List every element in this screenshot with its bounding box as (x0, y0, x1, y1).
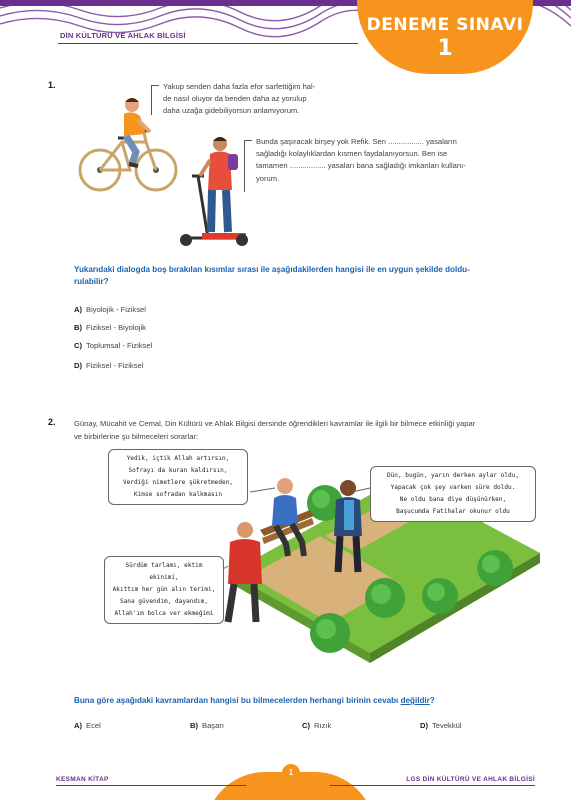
option-letter: C) (74, 341, 83, 350)
riddle-2-line: Başucumda Fatihalar okunur oldu (396, 508, 510, 515)
tree-icon (477, 550, 513, 586)
riddle-1-line: Verdiği nimetlere şükretmeden, (122, 479, 234, 486)
tree-icon (310, 613, 350, 653)
speech-bubble-2 (256, 136, 466, 185)
riddle-3-line: Allah'ım bolca ver ekmeğimi (114, 610, 214, 617)
riddle-2-line: Yapacak çok şey varken süre doldu. (390, 484, 516, 491)
speech-bubble-1 (163, 81, 315, 118)
question-2-option-c[interactable] (302, 721, 331, 730)
option-text: Toplumsal - Fiziksel (86, 341, 153, 350)
bubble-2-line: Bunda şaşıracak birşey yok Refik. Sen ................. yasaların (256, 137, 457, 146)
riddle-1-line: Yedik, içtik Allah artırsın, (126, 455, 230, 462)
footer-divider-right (330, 785, 535, 786)
riddle-3-line: Sürdüm tarlamı, ektim ekinimi, (125, 562, 203, 581)
page-number: 1 (282, 764, 300, 782)
footer-publisher: KESMAN KİTAP (56, 776, 109, 783)
option-letter: D) (74, 361, 83, 370)
exam-badge (357, 0, 533, 74)
bubble-1-line: daha uzağa gidebiliyorsun anlamıyorum. (163, 106, 300, 116)
option-text: Biyolojik - Fiziksel (86, 305, 146, 314)
bubble-2-line: sağladığı kolaylıklardan kısmen faydalanıyorsun. Ben ise (256, 149, 448, 159)
question-2-prompt-mark: ? (429, 696, 435, 705)
question-2-number: 2. (48, 417, 56, 427)
riddle-2-line: Ne oldu bana diye düşünürken, (399, 496, 507, 503)
exam-title: DENEME SINAVI (366, 15, 524, 35)
question-2-prompt-text: Buna göre aşağıdaki kavramlardan hangisi bu bilmecelerden herhangi birinin cevabı (74, 696, 401, 705)
riddle-bubble-3 (104, 556, 224, 624)
question-2-option-d[interactable] (420, 721, 462, 730)
riddle-2-line: Dün, bugün, yarın derken aylar oldu, (386, 472, 520, 479)
footer-subject: LGS DİN KÜLTÜRÜ VE AHLAK BİLGİSİ (406, 776, 535, 783)
question-1-prompt (74, 264, 544, 288)
bubble-2-line: tamamen ................. yasaları bana sağladığı imkanları kullanı- (256, 161, 466, 171)
header-divider (58, 43, 358, 44)
bubble-2-pointer (244, 140, 252, 192)
option-text: Fiziksel - Biyolojik (86, 323, 146, 332)
riddle-1-line: Sofrayı da kuran kaldırsın, (128, 467, 228, 474)
bubble-1-line: Yakup senden daha fazla efor sarfettiğim hal- (163, 82, 316, 91)
option-letter: B) (190, 721, 199, 730)
subject-header: DİN KÜLTÜRÜ VE AHLAK BİLGİSİ (60, 31, 186, 40)
riddle-1-line: Kimse sofradan kalkmasın (133, 491, 223, 498)
riddle-3-line: Sana güvendim, dayandım, (119, 598, 209, 605)
tree-icon (422, 578, 458, 614)
question-2-intro (74, 418, 544, 443)
riddle-bubble-1 (108, 449, 248, 505)
question-1-option-c[interactable] (74, 341, 152, 350)
option-letter: A) (74, 721, 83, 730)
option-text: Tevekkül (432, 721, 462, 730)
bubble-1-pointer (151, 85, 159, 115)
question-1-prompt-line: Yukarıdaki dialogda boş bırakılan kısımlar sırası ile aşağıdakilerden hangisi ile en uygun şekilde doldu- (74, 265, 470, 274)
question-1-number: 1. (48, 80, 56, 90)
question-1-option-d[interactable] (74, 361, 143, 370)
question-1-option-a[interactable] (74, 305, 146, 314)
option-letter: B) (74, 323, 83, 332)
footer-divider-left (56, 785, 246, 786)
question-2-option-b[interactable] (190, 721, 224, 730)
question-1-prompt-line: rulabilir? (74, 277, 109, 286)
option-letter: A) (74, 305, 83, 314)
question-2-prompt (74, 695, 544, 707)
option-text: Ecel (86, 721, 101, 730)
option-text: Fiziksel - Fiziksel (86, 361, 144, 370)
bubble-2-line: yorum. (256, 173, 280, 183)
riddle-bubble-2 (370, 466, 536, 522)
option-letter: D) (420, 721, 429, 730)
question-2-intro-line: Günay, Mücahit ve Cemal, Din Kültürü ve Ahlak Bilgisi dersinde öğrendikleri kavramlar ile ilgili bir bilmece etkinliği yapar (74, 419, 476, 428)
option-text: Rızık (314, 721, 332, 730)
riddle-3-line: Akıttım her gün alın terimi, (112, 586, 216, 593)
question-1-option-b[interactable] (74, 323, 146, 332)
red-shirt-person-icon (228, 522, 262, 622)
question-2-option-a[interactable] (74, 721, 101, 730)
option-letter: C) (302, 721, 311, 730)
bubble-1-line: de nasıl oluyor da benden daha az yorulup (163, 94, 307, 104)
exam-number: 1 (437, 36, 453, 61)
option-text: Başarı (202, 721, 224, 730)
question-2-intro-line: ve birbirlerine şu bilmeceleri sorarlar: (74, 431, 199, 441)
question-2-prompt-emphasis: değildir (400, 696, 430, 705)
tree-icon (365, 578, 405, 618)
